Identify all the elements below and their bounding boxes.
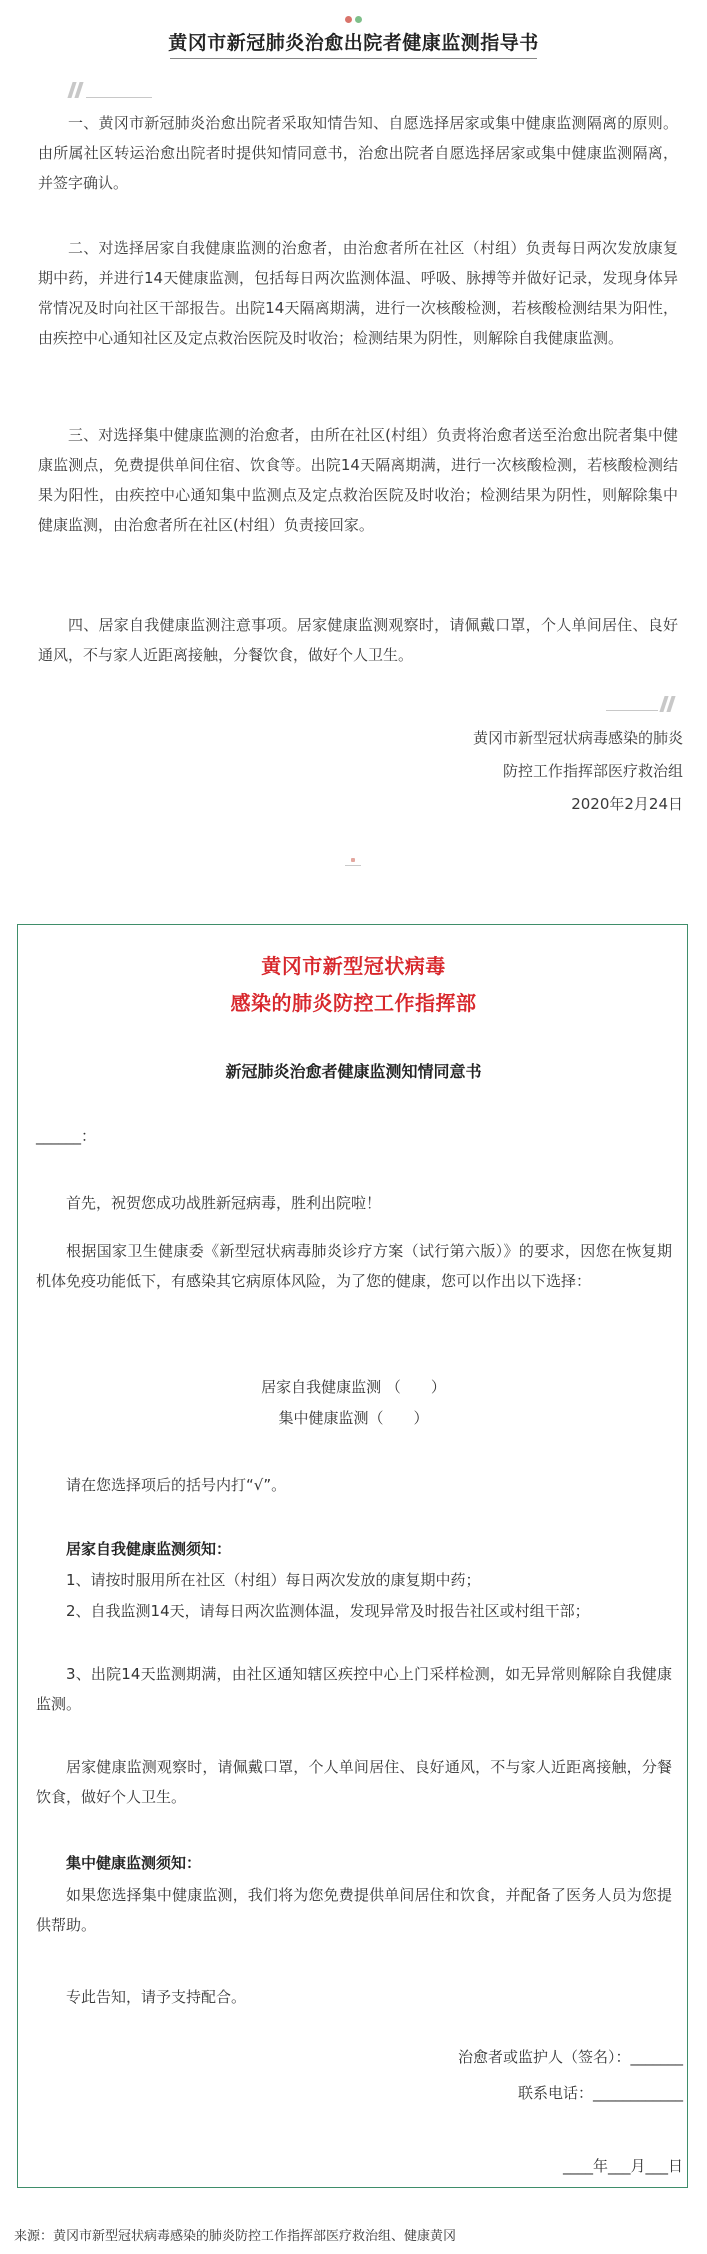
signature-org-line-1: 黄冈市新型冠状病毒感染的肺炎	[472, 729, 683, 747]
closing-text: 专此告知，请予支持配合。	[66, 1988, 247, 2006]
close-quote-icon	[606, 696, 686, 716]
header-dots-decoration	[342, 16, 366, 24]
salutation-blank: ______：	[36, 1127, 97, 1145]
choice-central-monitoring: 集中健康监测（ ）	[278, 1409, 429, 1427]
basis-text: 根据国家卫生健康委《新型冠状病毒肺炎诊疗方案（试行第六版）》的要求，因您在恢复期机体免疫功能低下，有感染其它病原体风险，为了您的健康，您可以作出以下选择：	[36, 1242, 672, 1290]
phone-field: 联系电话：____________	[517, 2084, 683, 2102]
signature-org-line-2: 防控工作指挥部医疗救治组	[502, 762, 683, 780]
guide-paragraph-1: 一、黄冈市新冠肺炎治愈出院者采取知情告知、自愿选择居家或集中健康监测隔离的原则。由所属社区转运治愈出院者时提供知情同意书，治愈出院者自愿选择居家或集中健康监测隔离，并签字确认。	[38, 114, 678, 192]
issuer-org-line-1: 黄冈市新型冠状病毒	[261, 954, 446, 978]
consent-form-title: 新冠肺炎治愈者健康监测知情同意书	[225, 1062, 482, 1081]
source-credit: 来源：黄冈市新型冠状病毒感染的肺炎防控工作指挥部医疗救治组、健康黄冈	[14, 2229, 457, 2244]
guide-paragraph-2: 二、对选择居家自我健康监测的治愈者，由治愈者所在社区（村组）负责每日两次发放康复期中药，并进行14天健康监测，包括每日两次监测体温、呼吸、脉搏等并做好记录，发现身体异常情况及时向社区干部报告。出院14天隔离期满，进行一次核酸检测，若核酸检测结果为阳性，由疾控中心通知社区及定点救治医院及时收治；检测结果为阴性，则解除自我健康监测。	[38, 239, 678, 347]
guide-paragraph-4: 四、居家自我健康监测注意事项。居家健康监测观察时，请佩戴口罩，个人单间居住、良好通风，不与家人近距离接触，分餐饮食，做好个人卫生。	[38, 616, 678, 664]
choice-home-monitoring: 居家自我健康监测 （ ）	[261, 1378, 446, 1396]
title-underline	[170, 58, 537, 59]
home-monitoring-heading: 居家自我健康监测须知：	[66, 1540, 232, 1558]
signature-field: 治愈者或监护人（签名）：_______	[457, 2048, 683, 2066]
open-quote-icon	[66, 82, 166, 102]
date-field: ____年___月___日	[562, 2157, 683, 2175]
signature-date: 2020年2月24日	[571, 795, 683, 813]
section-divider-icon	[338, 858, 368, 872]
guide-paragraph-3: 三、对选择集中健康监测的治愈者，由所在社区(村组）负责将治愈者送至治愈出院者集中健康监测点，免费提供单间住宿、饮食等。出院14天隔离期满，进行一次核酸检测，若核酸检测结果为阳性，由疾控中心通知集中监测点及定点救治医院及时收治；检测结果为阴性，则解除集中健康监测，由治愈者所在社区(村组）负责接回家。	[38, 426, 678, 534]
central-monitoring-heading: 集中健康监测须知：	[66, 1854, 202, 1872]
congrats-text: 首先，祝贺您成功战胜新冠病毒，胜利出院啦！	[66, 1194, 382, 1212]
document-title: 黄冈市新冠肺炎治愈出院者健康监测指导书	[168, 32, 539, 54]
tick-instruction: 请在您选择项后的括号内打“√”。	[66, 1476, 287, 1494]
home-rule-3: 3、出院14天监测期满，由社区通知辖区疾控中心上门采样检测，如无异常则解除自我健康监测。	[36, 1665, 672, 1713]
issuer-org-line-2: 感染的肺炎防控工作指挥部	[230, 991, 477, 1015]
home-rule-1: 1、请按时服用所在社区（村组）每日两次发放的康复期中药；	[66, 1571, 481, 1589]
home-rule-2: 2、自我监测14天，请每日两次监测体温，发现异常及时报告社区或村组干部；	[66, 1602, 590, 1620]
central-monitoring-text: 如果您选择集中健康监测，我们将为您免费提供单间居住和饮食，并配备了医务人员为您提供帮助。	[36, 1886, 672, 1934]
home-observation-text: 居家健康监测观察时，请佩戴口罩，个人单间居住、良好通风，不与家人近距离接触，分餐饮食，做好个人卫生。	[36, 1758, 672, 1806]
green-dot-icon	[355, 16, 362, 23]
red-dot-icon	[345, 16, 352, 23]
